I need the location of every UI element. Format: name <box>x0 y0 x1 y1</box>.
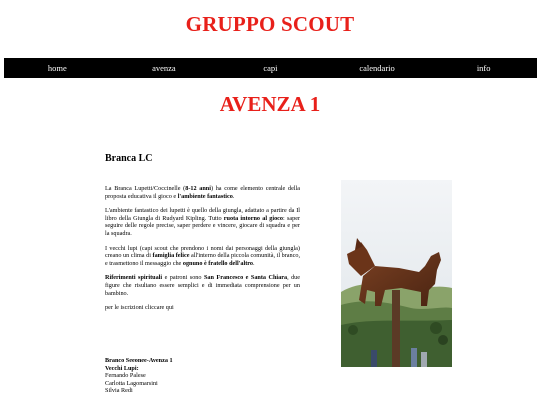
paragraph-vecchi-lupi <box>105 245 300 268</box>
nav-home[interactable]: home <box>47 63 67 73</box>
nav-info[interactable]: info <box>476 63 491 73</box>
section-title: Branca LC <box>105 153 153 164</box>
paragraph-spiritual <box>105 274 300 297</box>
text: I vecchi lupi (capi scout che prendono i nomi dai personaggi della giungla) creano un clima di <box>105 244 300 260</box>
highlight: ruota intorno al gioco <box>223 214 284 222</box>
nav-calendario[interactable]: calendario <box>359 63 395 73</box>
nav-avenza[interactable]: avenza <box>152 63 176 73</box>
team-title: Branco Seeonee-Avenza 1 <box>105 357 173 364</box>
leader-name: Silvia Redi <box>105 387 133 395</box>
paragraph-jungle <box>105 207 300 237</box>
site-title: GRUPPO SCOUT <box>185 12 355 36</box>
text: , due figure che risultano essere semplici e di immediata comprensione per un bambino. <box>105 274 301 297</box>
team-block <box>105 357 173 395</box>
highlight: Riferimenti spirituali <box>105 274 163 282</box>
highlight: l'ambiente fantastico <box>177 192 233 200</box>
leaders-label: Vecchi Lupi: <box>105 364 139 372</box>
text: . <box>232 192 235 200</box>
text: ) ha come elemento centrale della proposta educativa il gioco e <box>105 185 300 200</box>
highlight: ognuno è fratello dell'altro <box>182 259 254 267</box>
registration-link[interactable]: per le iscrizioni cliccare qui <box>105 304 174 312</box>
wolf-totem-photo <box>341 180 452 367</box>
article-body <box>105 185 300 319</box>
paragraph-intro <box>105 185 300 200</box>
text: all'interno della piccola comunità, il branco, e trasmettono il messaggio che <box>105 252 300 267</box>
wolf-statue-image <box>341 180 452 367</box>
page-heading: AVENZA 1 <box>219 92 321 116</box>
text: e patroni sono <box>162 274 204 282</box>
leader-name: Fernando Palese <box>105 372 146 380</box>
highlight: famiglia felice <box>152 252 190 260</box>
nav-capi[interactable]: capi <box>263 63 278 73</box>
main-navbar <box>4 58 537 78</box>
text: La Branca Lupetti/Coccinelle ( <box>105 185 186 192</box>
text: L'ambiente fantastico dei lupetti è quello della giungla, adattato a partire da Il libro della Giungla di Rudyard Kipling. Tutto <box>105 207 300 222</box>
age-range: 8-12 anni <box>185 185 211 192</box>
highlight: San Francesco e Santa Chiara <box>203 274 288 282</box>
leader-name: Carlotta Lagomarsini <box>105 379 158 387</box>
text: . <box>253 259 255 267</box>
text: : saper seguire delle regole precise, saper perdere e vincere, giocare di squadra e per la squadra. <box>105 214 301 237</box>
